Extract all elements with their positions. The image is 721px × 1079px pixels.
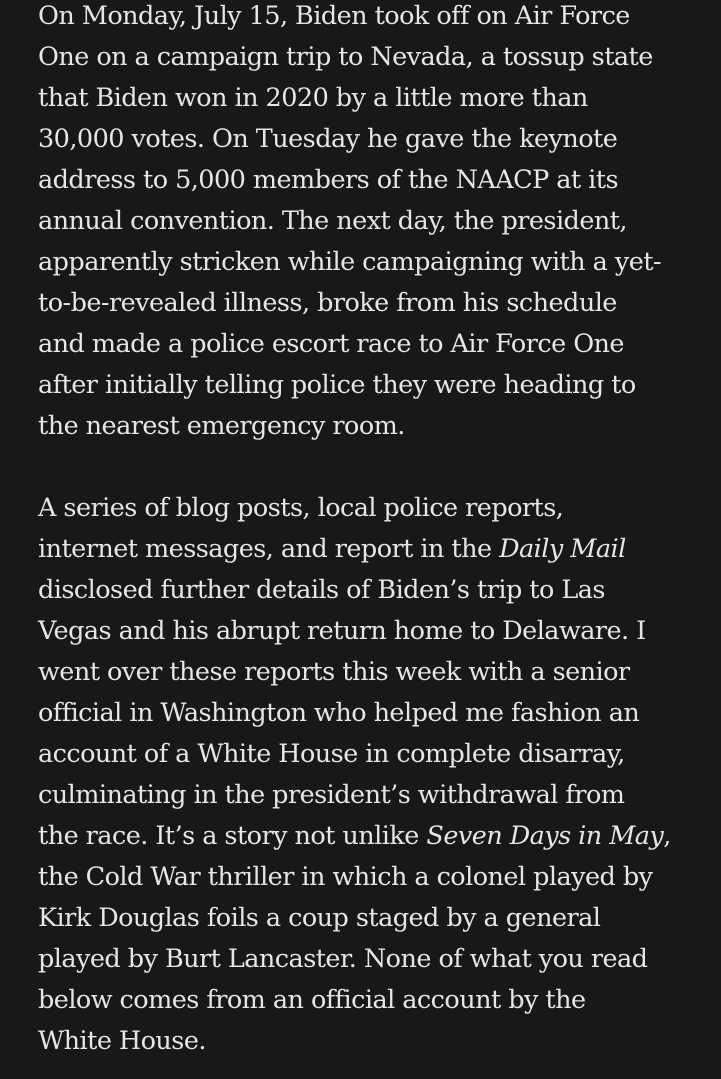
text-segment: disclosed further details of Biden’s trip to Las [38,575,605,605]
text-line [38,570,698,611]
text-segment: and made a police escort race to Air Force One [38,329,624,359]
text-segment: internet messages, and report in the [38,534,500,564]
italic-title: Seven Days in May [426,821,664,851]
text-line [38,775,698,816]
text-line [38,0,698,37]
text-segment: that Biden won in 2020 by a little more than [38,83,588,113]
text-segment: account of a White House in complete disarray, [38,739,625,769]
text-line [38,406,698,447]
text-line [38,529,698,570]
text-line [38,898,698,939]
text-segment: , [663,821,671,851]
text-segment: the nearest emergency room. [38,411,405,441]
text-segment: 30,000 votes. On Tuesday he gave the keynote [38,124,618,154]
text-segment: A series of blog posts, local police reports, [38,493,564,523]
text-line [38,734,698,775]
text-line [38,365,698,406]
text-line [38,857,698,898]
text-line [38,652,698,693]
text-segment: went over these reports this week with a senior [38,657,630,687]
text-line [38,611,698,652]
text-segment: played by Burt Lancaster. None of what you read [38,944,648,974]
text-segment: apparently stricken while campaigning with a yet- [38,247,662,277]
text-segment: after initially telling police they were heading to [38,370,636,400]
text-line [38,201,698,242]
text-line [38,283,698,324]
text-line [38,1021,698,1062]
text-segment: to-be-revealed illness, broke from his schedule [38,288,617,318]
text-segment: One on a campaign trip to Nevada, a tossup state [38,42,653,72]
paragraph-1 [38,0,698,447]
text-line [38,37,698,78]
text-segment: White House. [38,1026,206,1056]
text-segment: annual convention. The next day, the president, [38,206,627,236]
text-line [38,693,698,734]
text-segment: On Monday, July 15, Biden took off on Air Force [38,1,630,31]
italic-title: Daily Mail [499,534,626,564]
text-line [38,980,698,1021]
text-line [38,488,698,529]
text-line [38,324,698,365]
text-line [38,119,698,160]
text-line [38,160,698,201]
text-segment: the race. It’s a story not unlike [38,821,427,851]
text-line [38,78,698,119]
text-segment: Vegas and his abrupt return home to Delaware. I [38,616,646,646]
text-segment: culminating in the president’s withdrawal from [38,780,625,810]
text-segment: below comes from an official account by the [38,985,586,1015]
text-segment: the Cold War thriller in which a colonel played by [38,862,653,892]
article-body [38,0,698,1062]
text-segment: official in Washington who helped me fashion an [38,698,640,728]
text-line [38,242,698,283]
text-line [38,816,698,857]
text-segment: Kirk Douglas foils a coup staged by a general [38,903,601,933]
text-segment: address to 5,000 members of the NAACP at its [38,165,618,195]
paragraph-2 [38,488,698,1062]
text-line [38,939,698,980]
